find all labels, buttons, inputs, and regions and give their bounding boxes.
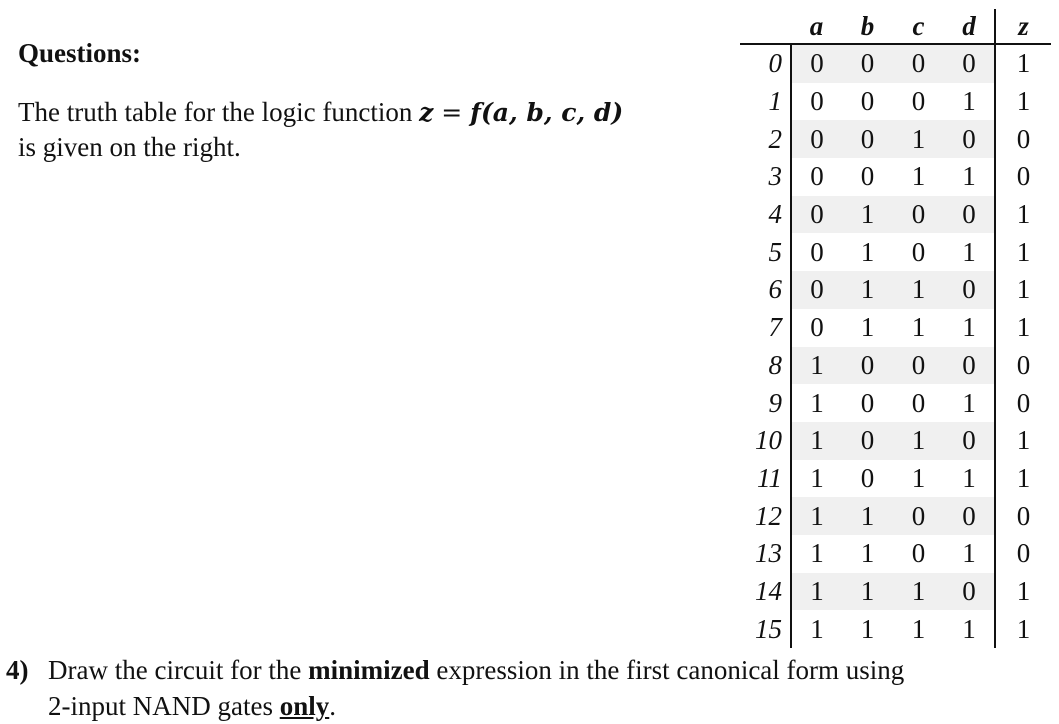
- cell-z: 1: [995, 610, 1051, 648]
- row-index: 8: [740, 347, 791, 385]
- cell-d: 0: [944, 271, 995, 309]
- intro-line-2: is given on the right.: [18, 132, 241, 162]
- cell-d: 0: [944, 196, 995, 234]
- cell-b: 1: [842, 196, 893, 234]
- cell-a: 0: [791, 196, 842, 234]
- table-row: [740, 460, 1051, 498]
- table-row: [740, 384, 1051, 422]
- truth-table: [740, 9, 1051, 648]
- cell-b: 1: [842, 497, 893, 535]
- question-text-2: expression in the first canonical form using: [429, 655, 905, 685]
- cell-b: 0: [842, 120, 893, 158]
- row-index: 3: [740, 158, 791, 196]
- cell-b: 0: [860, 387, 875, 418]
- row-index: 1: [740, 83, 791, 121]
- cell-c: 0: [893, 196, 944, 234]
- cell-c: 0: [911, 236, 926, 267]
- cell-b: 0: [842, 422, 893, 460]
- question-underlined-word: only: [279, 691, 330, 721]
- cell-b: 1: [860, 613, 875, 644]
- header-b: b: [842, 9, 893, 44]
- row-index: 0: [740, 44, 791, 83]
- cell-d: 0: [944, 422, 995, 460]
- header-index: [740, 9, 791, 44]
- question-text-1: Draw the circuit for the: [48, 655, 309, 685]
- question-period: .: [329, 691, 336, 721]
- table-row: [740, 309, 1051, 347]
- function-arguments: (a, b, c, d): [480, 98, 624, 127]
- intro-text: The truth table for the logic function: [18, 97, 420, 127]
- function-output-z: z: [419, 98, 434, 127]
- cell-c: 1: [893, 422, 944, 460]
- cell-b: 1: [842, 573, 893, 611]
- intro-line-1: [18, 95, 623, 130]
- cell-a: 0: [810, 312, 824, 343]
- cell-c: 1: [911, 613, 926, 644]
- cell-a: 0: [791, 120, 842, 158]
- cell-d: 0: [944, 573, 995, 611]
- cell-z: 0: [995, 497, 1051, 535]
- cell-b: 1: [860, 538, 875, 569]
- header-a: a: [791, 9, 842, 44]
- cell-b: 1: [842, 271, 893, 309]
- cell-c: 1: [911, 161, 926, 192]
- cell-a: 0: [791, 271, 842, 309]
- row-index: 5: [740, 233, 791, 271]
- cell-z: 1: [995, 422, 1051, 460]
- question-text-3: 2-input NAND gates: [48, 691, 280, 721]
- cell-d: 0: [944, 44, 995, 83]
- truth-table-body: [740, 44, 1051, 648]
- question-line-2: [6, 688, 1016, 724]
- question-bold-word: minimized: [308, 655, 430, 685]
- table-row: [740, 233, 1051, 271]
- table-row: [740, 44, 1051, 83]
- cell-c: 0: [911, 538, 926, 569]
- cell-a: 1: [791, 422, 842, 460]
- function-f: f: [470, 98, 481, 127]
- table-row: [740, 535, 1051, 573]
- cell-d: 1: [962, 387, 976, 418]
- cell-d: 1: [962, 538, 976, 569]
- question-4: [6, 652, 1016, 724]
- cell-d: 1: [962, 613, 976, 644]
- question-line-1: [6, 652, 1016, 688]
- cell-d: 0: [944, 120, 995, 158]
- cell-z: 0: [995, 384, 1051, 422]
- cell-b: 0: [842, 44, 893, 83]
- cell-z: 1: [995, 460, 1051, 498]
- cell-d: 1: [962, 462, 976, 493]
- cell-b: 0: [860, 462, 875, 493]
- cell-z: 0: [995, 347, 1051, 385]
- cell-a: 0: [810, 86, 824, 117]
- cell-a: 0: [810, 161, 824, 192]
- row-index: 4: [740, 196, 791, 234]
- cell-b: 1: [860, 312, 875, 343]
- cell-z: 1: [995, 83, 1051, 121]
- row-index: 12: [740, 497, 791, 535]
- table-row: [740, 610, 1051, 648]
- table-row: [740, 196, 1051, 234]
- cell-z: 1: [995, 573, 1051, 611]
- table-row: [740, 158, 1051, 196]
- intro-paragraph: [18, 95, 623, 165]
- cell-c: 1: [893, 120, 944, 158]
- cell-z: 1: [995, 271, 1051, 309]
- cell-a: 0: [791, 44, 842, 83]
- cell-z: 1: [995, 44, 1051, 83]
- cell-c: 1: [911, 312, 926, 343]
- row-index: 15: [740, 610, 791, 648]
- table-row: [740, 347, 1051, 385]
- row-index: 10: [740, 422, 791, 460]
- table-row: [740, 422, 1051, 460]
- row-index: 14: [740, 573, 791, 611]
- cell-z: 0: [995, 158, 1051, 196]
- row-index: 2: [740, 120, 791, 158]
- cell-d: 1: [962, 161, 976, 192]
- cell-a: 1: [791, 347, 842, 385]
- cell-d: 1: [962, 86, 976, 117]
- equals-sign: =: [433, 98, 471, 127]
- cell-a: 1: [810, 462, 824, 493]
- table-row: [740, 120, 1051, 158]
- cell-a: 1: [810, 387, 824, 418]
- cell-d: 0: [944, 347, 995, 385]
- row-index: 6: [740, 271, 791, 309]
- cell-c: 1: [911, 462, 926, 493]
- cell-c: 0: [911, 387, 926, 418]
- cell-d: 1: [962, 312, 976, 343]
- cell-a: 1: [810, 613, 824, 644]
- header-d: d: [944, 9, 995, 44]
- cell-a: 1: [791, 497, 842, 535]
- table-row: [740, 83, 1051, 121]
- questions-heading: Questions:: [18, 38, 142, 68]
- table-row: [740, 497, 1051, 535]
- cell-z: 1: [995, 309, 1051, 347]
- cell-c: 0: [911, 86, 926, 117]
- cell-z: 1: [995, 233, 1051, 271]
- truth-table-header: [740, 9, 1051, 44]
- row-index: 11: [740, 460, 791, 498]
- cell-b: 0: [842, 347, 893, 385]
- cell-z: 0: [995, 535, 1051, 573]
- row-index: 7: [740, 309, 791, 347]
- cell-c: 0: [893, 497, 944, 535]
- cell-z: 0: [995, 120, 1051, 158]
- cell-z: 1: [995, 196, 1051, 234]
- cell-c: 1: [893, 573, 944, 611]
- cell-b: 0: [860, 161, 875, 192]
- question-number: 4): [6, 655, 29, 685]
- header-c: c: [893, 9, 944, 44]
- cell-d: 1: [962, 236, 976, 267]
- cell-b: 0: [860, 86, 875, 117]
- cell-c: 0: [893, 44, 944, 83]
- table-row: [740, 573, 1051, 611]
- row-index: 13: [740, 535, 791, 573]
- cell-d: 0: [944, 497, 995, 535]
- cell-a: 0: [810, 236, 824, 267]
- header-z: z: [995, 9, 1051, 44]
- cell-a: 1: [810, 538, 824, 569]
- cell-b: 1: [860, 236, 875, 267]
- table-row: [740, 271, 1051, 309]
- row-index: 9: [740, 384, 791, 422]
- cell-a: 1: [791, 573, 842, 611]
- cell-c: 1: [893, 271, 944, 309]
- cell-c: 0: [893, 347, 944, 385]
